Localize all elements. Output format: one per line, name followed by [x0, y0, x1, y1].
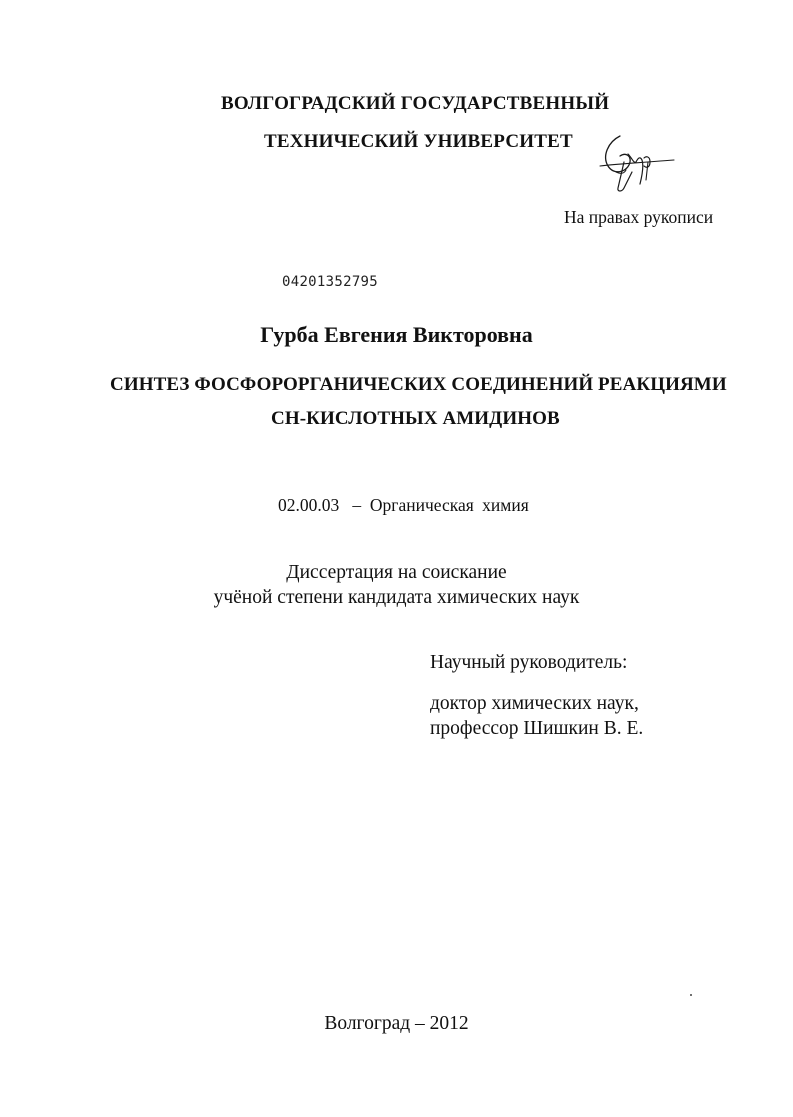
- dissertation-title-line-1: СИНТЕЗ ФОСФОРОРГАНИЧЕСКИХ СОЕДИНЕНИЙ РЕАКЦИЯМИ: [110, 374, 727, 395]
- specialty: [278, 495, 529, 516]
- specialty-name: Органическая химия: [369, 495, 529, 515]
- dissertation-description-line-1: Диссертация на соискание: [286, 562, 507, 583]
- university-name-line-2: ТЕХНИЧЕСКИЙ УНИВЕРСИТЕТ: [264, 131, 573, 152]
- inventory-number: 04201352795: [282, 274, 379, 290]
- supervisor-degree: доктор химических наук,: [430, 693, 639, 714]
- specialty-separator: –: [352, 495, 362, 515]
- scan-speck: [690, 994, 692, 996]
- dissertation-description-line-2: учёной степени кандидата химических наук: [213, 587, 580, 608]
- specialty-code: 02.00.03: [278, 495, 340, 515]
- supervisor-label: Научный руководитель:: [430, 652, 628, 673]
- handwritten-signature: [598, 132, 676, 196]
- rights-note: На правах рукописи: [564, 207, 714, 227]
- dissertation-title-line-2: CH-КИСЛОТНЫХ АМИДИНОВ: [271, 408, 560, 429]
- author-name: Гурба Евгения Викторовна: [260, 322, 533, 347]
- city-year: Волгоград – 2012: [324, 1013, 469, 1034]
- supervisor-name: профессор Шишкин В. Е.: [430, 718, 644, 739]
- university-name-line-1: ВОЛГОГРАДСКИЙ ГОСУДАРСТВЕННЫЙ: [221, 93, 610, 114]
